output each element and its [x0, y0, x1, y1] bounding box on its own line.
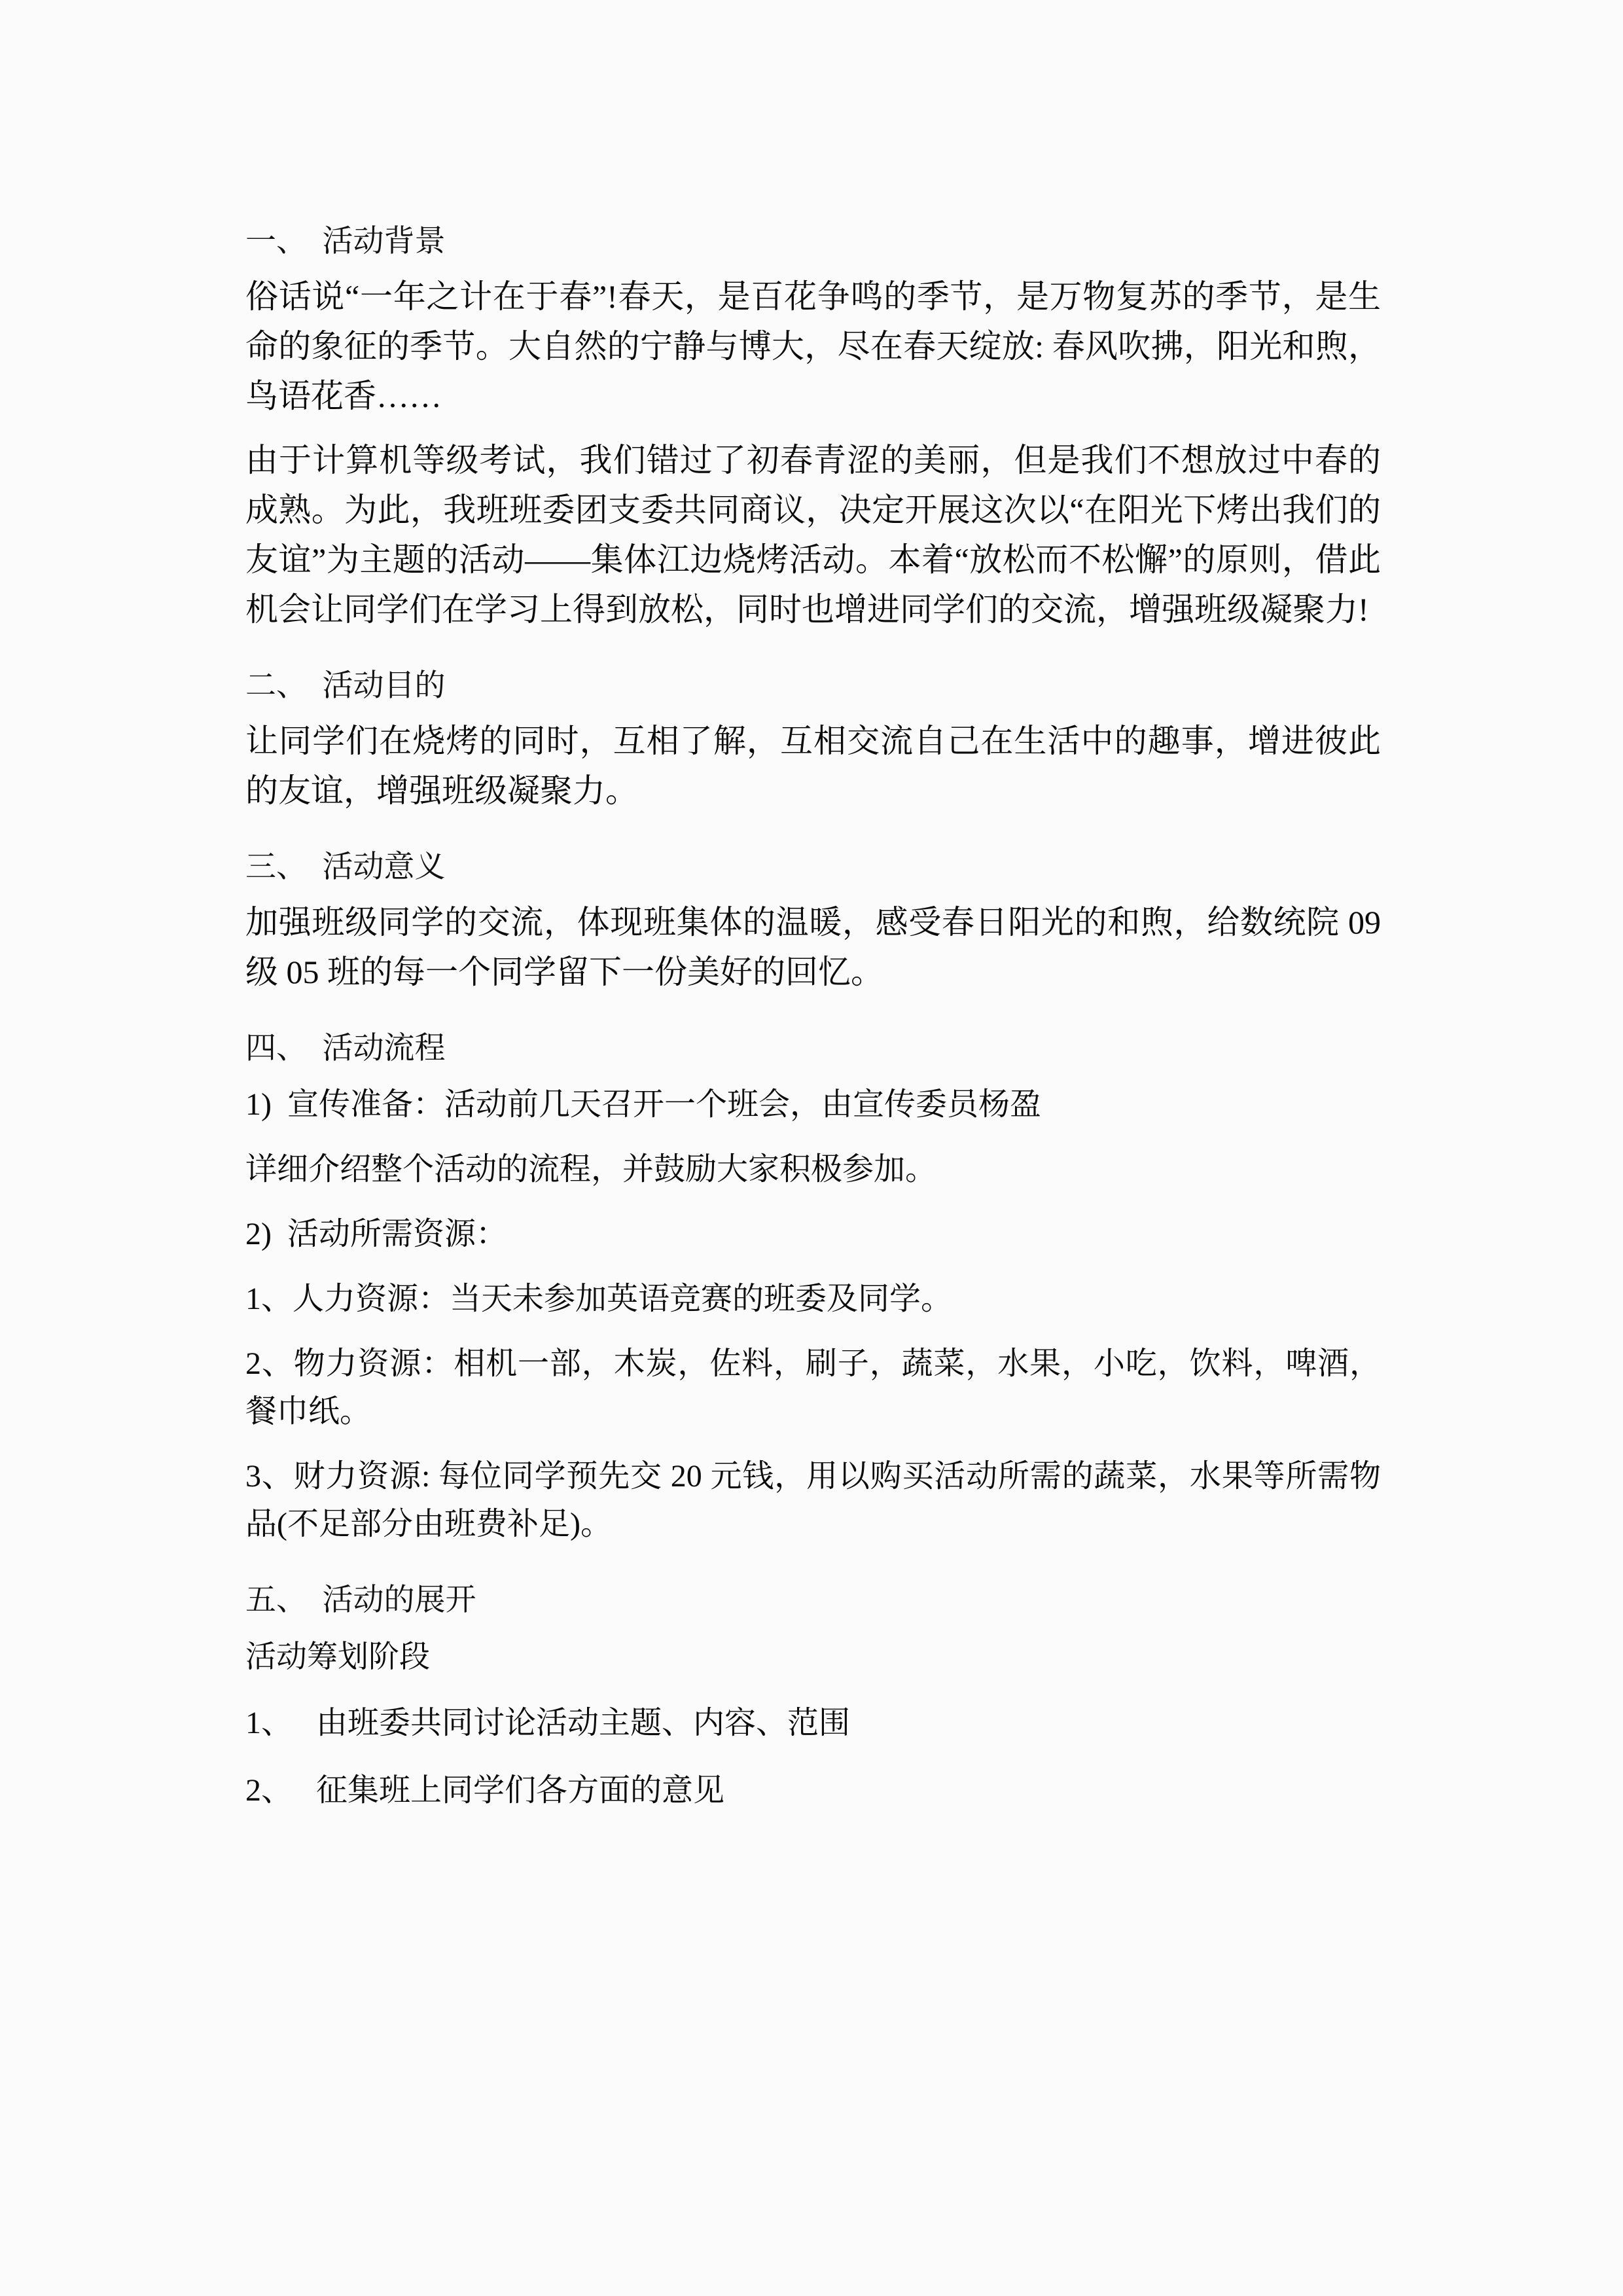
section-heading-2: 二、 活动目的 [245, 669, 446, 703]
resource-item-material: 2、物力资源：相机一部，木炭，佐料，刷子，蔬菜，水果，小吃，饮料，啤酒，餐巾纸。 [245, 1346, 1381, 1429]
document-content [245, 0, 1381, 1815]
page-title [245, 0, 1381, 190]
section-2-paragraph-1: 让同学们在烧烤的同时，互相了解，互相交流自己在生活中的趣事，增进彼此的友谊，增强班级凝聚力。 [245, 723, 1381, 809]
section-heading-4: 四、 活动流程 [245, 1031, 446, 1066]
section-1-paragraph-2: 由于计算机等级考试，我们错过了初春青涩的美丽，但是我们不想放过中春的成熟。为此，我班班委团支委共同商议，决定开展这次以“在阳光下烤出我们的友谊”为主题的活动——集体江边烧烤活动。本着“放松而不松懈”的原则，借此机会让同学们在学习上得到放松，同时也增进同学们的交流，增强班级凝聚力! [245, 442, 1381, 628]
section-5-subheading: 活动筹划阶段 [245, 1640, 430, 1674]
section-heading-3: 三、 活动意义 [245, 850, 446, 884]
resource-item-human: 1、人力资源：当天未参加英语竞赛的班委及同学。 [245, 1281, 953, 1316]
flow-item-1: 1) 宣传准备：活动前几天召开一个班会，由宣传委员杨盈 [245, 1087, 1041, 1122]
section-1-paragraph-1: 俗话说“一年之计在于春”!春天，是百花争鸣的季节，是万物复苏的季节，是生命的象征的季节。大自然的宁静与博大，尽在春天绽放: 春风吹拂，阳光和煦，鸟语花香…… [245, 278, 1381, 414]
resource-item-financial: 3、财力资源: 每位同学预先交 20 元钱，用以购买活动所需的蔬菜，水果等所需物品(不足部分由班费补足)。 [245, 1458, 1381, 1541]
section-heading-5: 五、 活动的展开 [245, 1583, 476, 1617]
section-3-paragraph-1: 加强班级同学的交流，体现班集体的温暖，感受春日阳光的和煦，给数统院 09 级 05 班的每一个同学留下一份美好的回忆。 [245, 904, 1381, 990]
flow-item-2: 2) 活动所需资源： [245, 1216, 507, 1251]
planning-step-1: 1、 由班委共同讨论活动主题、内容、范围 [245, 1706, 851, 1741]
flow-item-1-continuation: 详细介绍整个活动的流程，并鼓励大家积极参加。 [245, 1151, 937, 1187]
planning-step-2: 2、 征集班上同学们各方面的意见 [245, 1773, 725, 1808]
section-heading-1: 一、 活动背景 [245, 224, 446, 259]
